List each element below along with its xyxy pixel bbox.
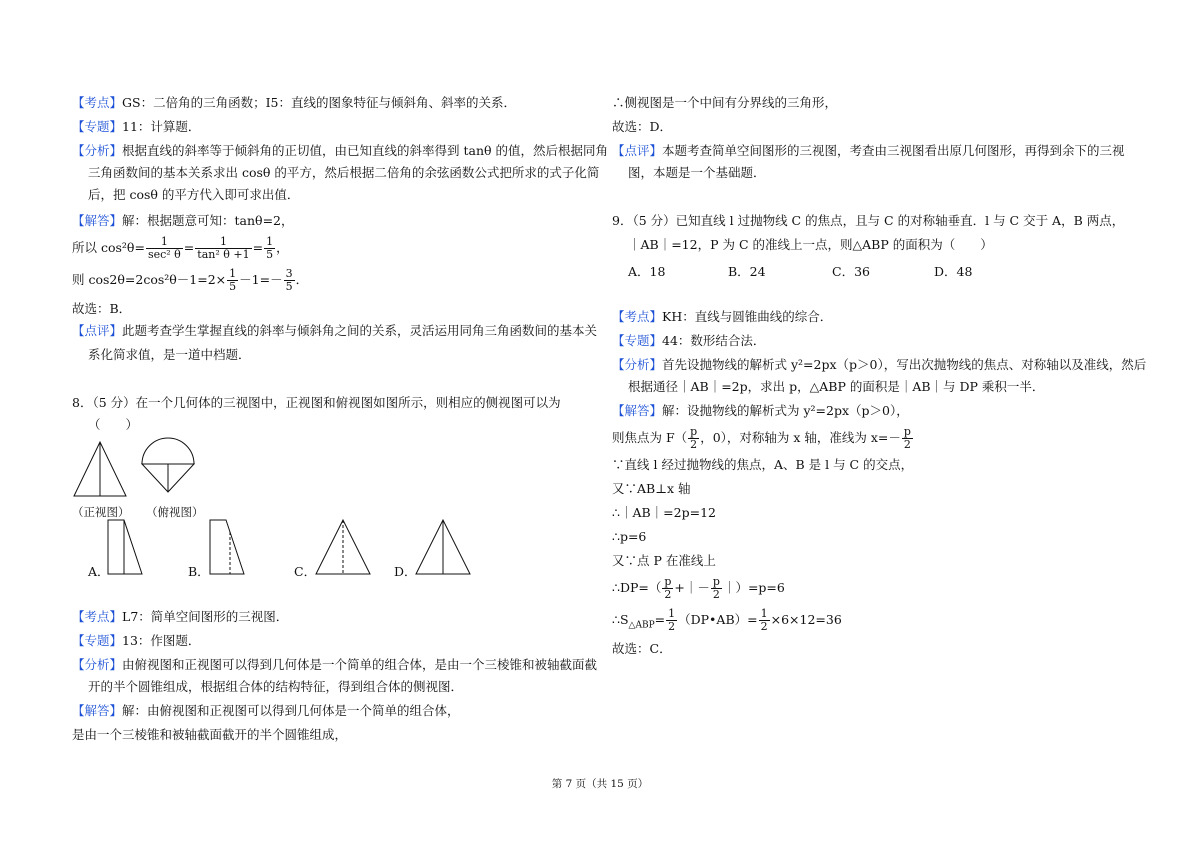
q8-conclusion: ∴侧视图是一个中间有分界线的三角形，: [612, 95, 838, 110]
q9-option-b: B．24: [728, 264, 766, 279]
solution-formula-2: 则 cos2θ=2cos²θ－1=2× $\frac{1}{5}$ －1=－ $\frac{3}{5}$ ．: [72, 267, 309, 293]
q9-subject: 【专题】44：数形结合法．: [612, 333, 766, 348]
comment-cont: 系化简求值，是一道中档题．: [88, 347, 251, 362]
q9-focus-line: 则焦点为 F（ $\frac{p}{2}$ ，0），对称轴为 x 轴，准线为 x=－ $\frac{p}{2}$: [612, 425, 911, 451]
q9-step-4: ∴p=6: [612, 529, 647, 544]
answer-b: 故选：B．: [72, 301, 132, 316]
question-9: 9．（5 分）已知直线 l 过抛物线 C 的焦点，且与 C 的对称轴垂直．l 与 C 交于 A，B 两点，: [612, 213, 1125, 228]
solution-formula-1: 所以 cos²θ= $\frac{1}{\text{sec² θ}}$ = $\frac{1}{\text{tan² θ +1}}$ = $\frac{1}{5}$ ，: [72, 235, 289, 261]
q9-solution: 【解答】解：设抛物线的解析式为 y²=2px（p＞0），: [612, 403, 909, 418]
page-footer: 第 7 页（共 15 页）: [551, 778, 649, 790]
q9-step-area: $\therefore S_{\triangle ABP}=$ $\frac{1}{2}$ （DP•AB）= $\frac{1}{2}$ ×6×12=36: [612, 607, 842, 633]
q8-topic: 【考点】L7：简单空间图形的三视图．: [72, 609, 289, 624]
answer-d: 故选：D．: [612, 119, 673, 134]
analysis-subject: 【专题】11：计算题．: [72, 119, 201, 134]
q9-option-a: A．18: [628, 264, 666, 279]
front-view-figure: [72, 440, 132, 500]
option-c-figure: [314, 518, 374, 578]
q9-option-c: C．36: [832, 264, 870, 279]
q9-step-5: 又∵点 P 在准线上: [612, 553, 716, 568]
q9-analysis: 【分析】首先设抛物线的解析式 y²=2px（p＞0），写出次抛物线的焦点、对称轴以及准线，然后: [612, 357, 1147, 372]
question-8: 8．（5 分）在一个几何体的三视图中，正视图和俯视图如图所示，则相应的侧视图可以为: [72, 395, 561, 410]
front-view-label: （正视图）: [72, 505, 130, 519]
q8-analysis: 【分析】由俯视图和正视图可以得到几何体是一个简单的组合体，是由一个三棱锥和被轴截面截: [72, 657, 598, 672]
q8-subject: 【专题】13：作图题．: [72, 633, 201, 648]
option-b-figure: [208, 518, 248, 578]
q8-analysis-cont: 开的半个圆锥组成，根据组合体的结构特征，得到组合体的侧视图．: [88, 679, 464, 694]
top-view-figure: [140, 438, 200, 498]
analysis-topic: 【考点】GS：二倍角的三角函数；I5：直线的图象特征与倾斜角、斜率的关系．: [72, 95, 516, 110]
comment: 【点评】此题考查学生掌握直线的斜率与倾斜角之间的关系，灵活运用同角三角函数间的基本关: [72, 323, 598, 338]
q9-option-d: D．48: [934, 264, 973, 279]
q9-step-3: ∴｜AB｜=2p=12: [612, 505, 716, 520]
q9-step-dp: ∴DP=（ $\frac{p}{2}$ +｜－ $\frac{p}{2}$ ｜）=p=6: [612, 575, 785, 601]
option-b-label: B．: [188, 564, 210, 579]
question-9-cont: ｜AB｜=12，P 为 C 的准线上一点，则△ABP 的面积为（ ）: [628, 237, 993, 252]
analysis-reasoning-cont2: 后，把 cosθ 的平方代入即可求出值．: [88, 187, 300, 202]
q9-step-2: 又∵AB⊥x 轴: [612, 481, 691, 496]
q8-comment: 【点评】本题考查简单空间图形的三视图，考查由三视图看出原几何图形，再得到余下的三视: [612, 143, 1125, 158]
option-c-label: C．: [294, 564, 317, 579]
solution-heading: 【解答】解：根据题意可知：tanθ=2，: [72, 213, 294, 228]
q9-step-1: ∵直线 l 经过抛物线的焦点，A、B 是 l 与 C 的交点，: [612, 457, 914, 472]
answer-c: 故选：C．: [612, 641, 672, 656]
analysis-reasoning: 【分析】根据直线的斜率等于倾斜角的正切值，由已知直线的斜率得到 tanθ 的值，然后根据同角: [72, 143, 609, 158]
question-8-blank: （ ）: [88, 417, 139, 432]
option-a-figure: [106, 518, 146, 578]
q8-comment-cont: 图，本题是一个基础题．: [628, 165, 766, 180]
option-d-label: D．: [394, 564, 417, 579]
q9-topic: 【考点】KH：直线与圆锥曲线的综合．: [612, 309, 833, 324]
q8-solution: 【解答】解：由俯视图和正视图可以得到几何体是一个简单的组合体，: [72, 703, 460, 718]
q9-analysis-cont: 根据通径｜AB｜=2p，求出 p，△ABP 的面积是｜AB｜与 DP 乘积一半．: [628, 379, 1045, 394]
analysis-reasoning-cont: 三角函数间的基本关系求出 cosθ 的平方，然后根据二倍角的余弦函数公式把所求的式子化简: [88, 165, 600, 180]
option-a-label: A．: [88, 564, 110, 579]
q8-solution-cont: 是由一个三棱锥和被轴截面截开的半个圆锥组成，: [72, 727, 348, 742]
option-d-figure: [414, 518, 474, 578]
top-view-label: （俯视图）: [146, 505, 204, 519]
